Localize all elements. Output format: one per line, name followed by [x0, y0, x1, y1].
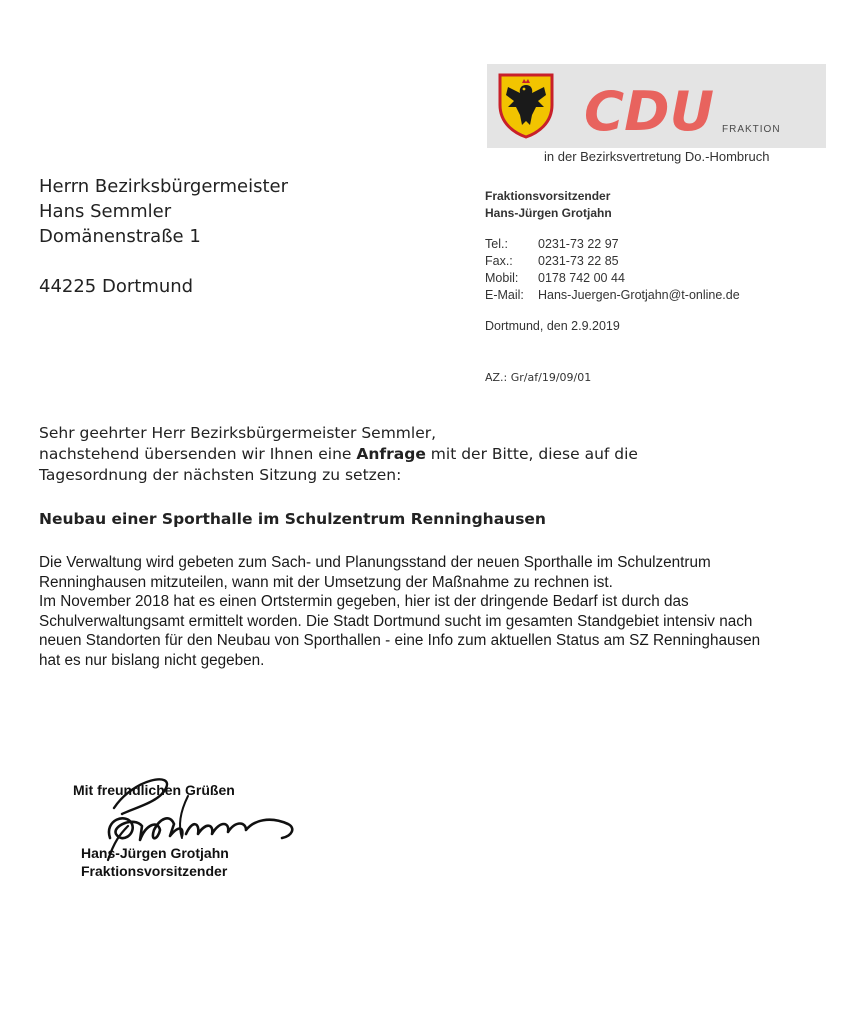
signer-block: [81, 844, 229, 880]
letter-date: Dortmund, den 2.9.2019: [485, 319, 620, 333]
contact-phone: Tel.: 0231-73 22 97: [485, 237, 619, 251]
salutation-block: [39, 423, 759, 486]
sender-name: Hans-Jürgen Grotjahn: [485, 206, 612, 220]
contact-email: E-Mail: Hans-Juergen-Grotjahn@t-online.de: [485, 288, 740, 302]
recipient-line: Domänenstraße 1: [39, 226, 201, 247]
closing-greeting: Mit freundlichen Grüßen: [73, 782, 235, 798]
contact-fax: Fax.: 0231-73 22 85: [485, 254, 619, 268]
body-paragraph: Die Verwaltung wird gebeten zum Sach- und Planungsstand der neuen Sporthalle im Schulzentrum Renninghausen mitzuteilen, wann mit der Umsetzung der Maßnahme zu rechnen ist.: [39, 554, 711, 591]
recipient-city: 44225 Dortmund: [39, 276, 194, 297]
anfrage-keyword: Anfrage: [356, 445, 426, 463]
signer-name: Hans-Jürgen Grotjahn: [81, 845, 229, 861]
fraktion-label: FRAKTION: [722, 124, 781, 135]
svg-text:CDU: CDU: [584, 80, 714, 136]
intro-line-2: Tagesordnung der nächsten Sitzung zu setzen:: [39, 466, 402, 484]
intro-line: nachstehend übersenden wir Ihnen eine Anfrage mit der Bitte, diese auf die: [39, 445, 638, 463]
signer-role: Fraktionsvorsitzender: [81, 863, 228, 879]
dortmund-crest-icon: [494, 71, 558, 139]
letterhead-subline: in der Bezirksvertretung Do.-Hombruch: [544, 149, 770, 164]
sender-role: Fraktionsvorsitzender: [485, 189, 611, 203]
recipient-address: [39, 174, 288, 299]
cdu-wordmark: [582, 80, 717, 136]
salutation: Sehr geehrter Herr Bezirksbürgermeister Semmler,: [39, 424, 437, 442]
body-paragraph: Im November 2018 hat es einen Ortstermin gegeben, hier ist der dringende Bedarf ist durch das Schulverwaltungsamt ermittelt worden. Die Stadt Dortmund sucht im gesamten Standgebiet intensiv nach neuen Standorten für den Neubau von Sporthallen - eine Info zum aktuellen Status am SZ Renninghausen hat es nur bislang nicht gegeben.: [39, 593, 761, 669]
contact-mobile: Mobil: 0178 742 00 44: [485, 271, 625, 285]
recipient-line: Herrn Bezirksbürgermeister: [39, 176, 289, 197]
contact-list: [485, 236, 740, 304]
recipient-line: Hans Semmler: [39, 201, 172, 222]
reference-number: AZ.: Gr/af/19/09/01: [485, 371, 592, 384]
sender-block: [485, 188, 740, 304]
letter-body: [39, 553, 779, 670]
letter-subject: Neubau einer Sporthalle im Schulzentrum Renninghausen: [39, 510, 546, 528]
